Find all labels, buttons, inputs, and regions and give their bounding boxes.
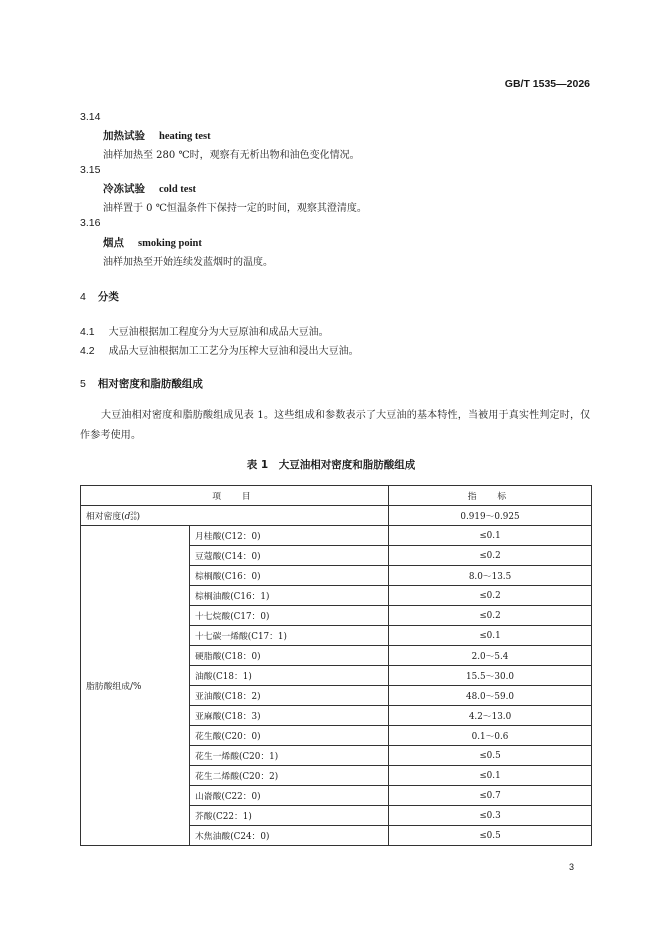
term-title-en: heating test bbox=[159, 131, 211, 142]
fatty-acid-name: 豆蔻酸(C14：0) bbox=[190, 546, 389, 566]
term-title-en: cold test bbox=[159, 184, 197, 195]
term-definition: 油样加热至 280 ℃时，观察有无析出物和油色变化情况。 bbox=[103, 150, 360, 161]
page-number: 3 bbox=[569, 862, 575, 872]
clause-number: 4.1 bbox=[80, 326, 95, 338]
density-fatty-acid-table bbox=[80, 485, 592, 846]
fatty-acid-value: ≤0.3 bbox=[389, 806, 592, 826]
term-title-zh: 烟点 bbox=[103, 237, 124, 249]
fatty-acid-value: 8.0～13.5 bbox=[389, 566, 592, 586]
fatty-acid-value: ≤0.5 bbox=[389, 826, 592, 846]
fatty-acid-name: 十七烷酸(C17：0) bbox=[190, 606, 389, 626]
clause-number: 4.2 bbox=[80, 345, 95, 357]
clause bbox=[80, 323, 329, 338]
fatty-acid-value: 2.0～5.4 bbox=[389, 646, 592, 666]
term-number: 3.14 bbox=[80, 111, 101, 123]
fatty-acid-value: 48.0～59.0 bbox=[389, 686, 592, 706]
term-definition: 油样置于 0 ℃恒温条件下保持一定的时间，观察其澄清度。 bbox=[103, 203, 367, 214]
fatty-acid-name: 硬脂酸(C18：0) bbox=[190, 646, 389, 666]
density-subscript: 20 bbox=[130, 515, 137, 522]
fatty-acid-value: 0.1～0.6 bbox=[389, 726, 592, 746]
fatty-acid-name: 油酸(C18：1) bbox=[190, 666, 389, 686]
standard-number: GB/T 1535—2026 bbox=[504, 78, 590, 90]
section-number: 5 bbox=[80, 378, 86, 390]
fatty-acid-name: 花生一烯酸(C20：1) bbox=[190, 746, 389, 766]
term-title bbox=[103, 181, 196, 196]
density-value: 0.919～0.925 bbox=[389, 506, 592, 526]
fatty-acid-name: 亚油酸(C18：2) bbox=[190, 686, 389, 706]
density-label-text: 相对密度( bbox=[86, 512, 125, 522]
term-number: 3.15 bbox=[80, 164, 101, 176]
fatty-acid-name: 木焦油酸(C24：0) bbox=[190, 826, 389, 846]
fatty-acid-name: 芥酸(C22：1) bbox=[190, 806, 389, 826]
column-header-value: 指 标 bbox=[389, 486, 592, 506]
term-title bbox=[103, 235, 202, 250]
fatty-acid-value: ≤0.2 bbox=[389, 586, 592, 606]
fatty-acid-value: ≤0.2 bbox=[389, 546, 592, 566]
clause bbox=[80, 342, 359, 357]
fatty-acid-name: 棕榈酸(C16：0) bbox=[190, 566, 389, 586]
density-superscript: 20 bbox=[130, 510, 137, 517]
section-heading bbox=[80, 289, 119, 304]
fatty-acid-name: 月桂酸(C12：0) bbox=[190, 526, 389, 546]
clause-text: 大豆油根据加工程度分为大豆原油和成品大豆油。 bbox=[108, 327, 329, 338]
table-row bbox=[81, 526, 592, 546]
fatty-acid-name: 亚麻酸(C18：3) bbox=[190, 706, 389, 726]
clause-text: 成品大豆油根据加工工艺分为压榨大豆油和浸出大豆油。 bbox=[108, 346, 359, 357]
fatty-acid-value: 15.5～30.0 bbox=[389, 666, 592, 686]
fatty-acid-value: ≤0.2 bbox=[389, 606, 592, 626]
density-label-close: ) bbox=[136, 512, 141, 522]
fatty-acid-value: ≤0.1 bbox=[389, 526, 592, 546]
density-symbol: d bbox=[124, 512, 131, 522]
fatty-acid-value: ≤0.5 bbox=[389, 746, 592, 766]
table-caption: 表 1 大豆油相对密度和脂肪酸组成 bbox=[246, 459, 416, 471]
fatty-acid-name: 花生二烯酸(C20：2) bbox=[190, 766, 389, 786]
section-title: 相对密度和脂肪酸组成 bbox=[97, 378, 203, 390]
fatty-acid-name: 棕榈油酸(C16：1) bbox=[190, 586, 389, 606]
column-header-item: 项 目 bbox=[81, 486, 389, 506]
fatty-acid-group-label: 脂肪酸组成/% bbox=[81, 526, 190, 846]
term-title-zh: 冷冻试验 bbox=[103, 183, 145, 195]
section-number: 4 bbox=[80, 291, 86, 303]
term-number: 3.16 bbox=[80, 217, 101, 229]
section-heading bbox=[80, 376, 203, 391]
term-title-en: smoking point bbox=[138, 238, 202, 249]
term-definition: 油样加热至开始连续发蓝烟时的温度。 bbox=[103, 257, 273, 268]
fatty-acid-value: ≤0.1 bbox=[389, 766, 592, 786]
fatty-acid-name: 十七碳一烯酸(C17：1) bbox=[190, 626, 389, 646]
fatty-acid-name: 花生酸(C20：0) bbox=[190, 726, 389, 746]
term-title-zh: 加热试验 bbox=[103, 130, 145, 142]
fatty-acid-value: ≤0.7 bbox=[389, 786, 592, 806]
fatty-acid-name: 山嵛酸(C22：0) bbox=[190, 786, 389, 806]
section-title: 分类 bbox=[97, 291, 119, 303]
table-row bbox=[81, 506, 592, 526]
table-header-row bbox=[81, 486, 592, 506]
fatty-acid-value: ≤0.1 bbox=[389, 626, 592, 646]
fatty-acid-value: 4.2～13.0 bbox=[389, 706, 592, 726]
term-title bbox=[103, 128, 211, 143]
section-paragraph: 大豆油相对密度和脂肪酸组成见表 1。这些组成和参数表示了大豆油的基本特性，当被用于真实性判定时，仅作参考使用。 bbox=[80, 410, 591, 441]
density-label bbox=[81, 506, 389, 526]
